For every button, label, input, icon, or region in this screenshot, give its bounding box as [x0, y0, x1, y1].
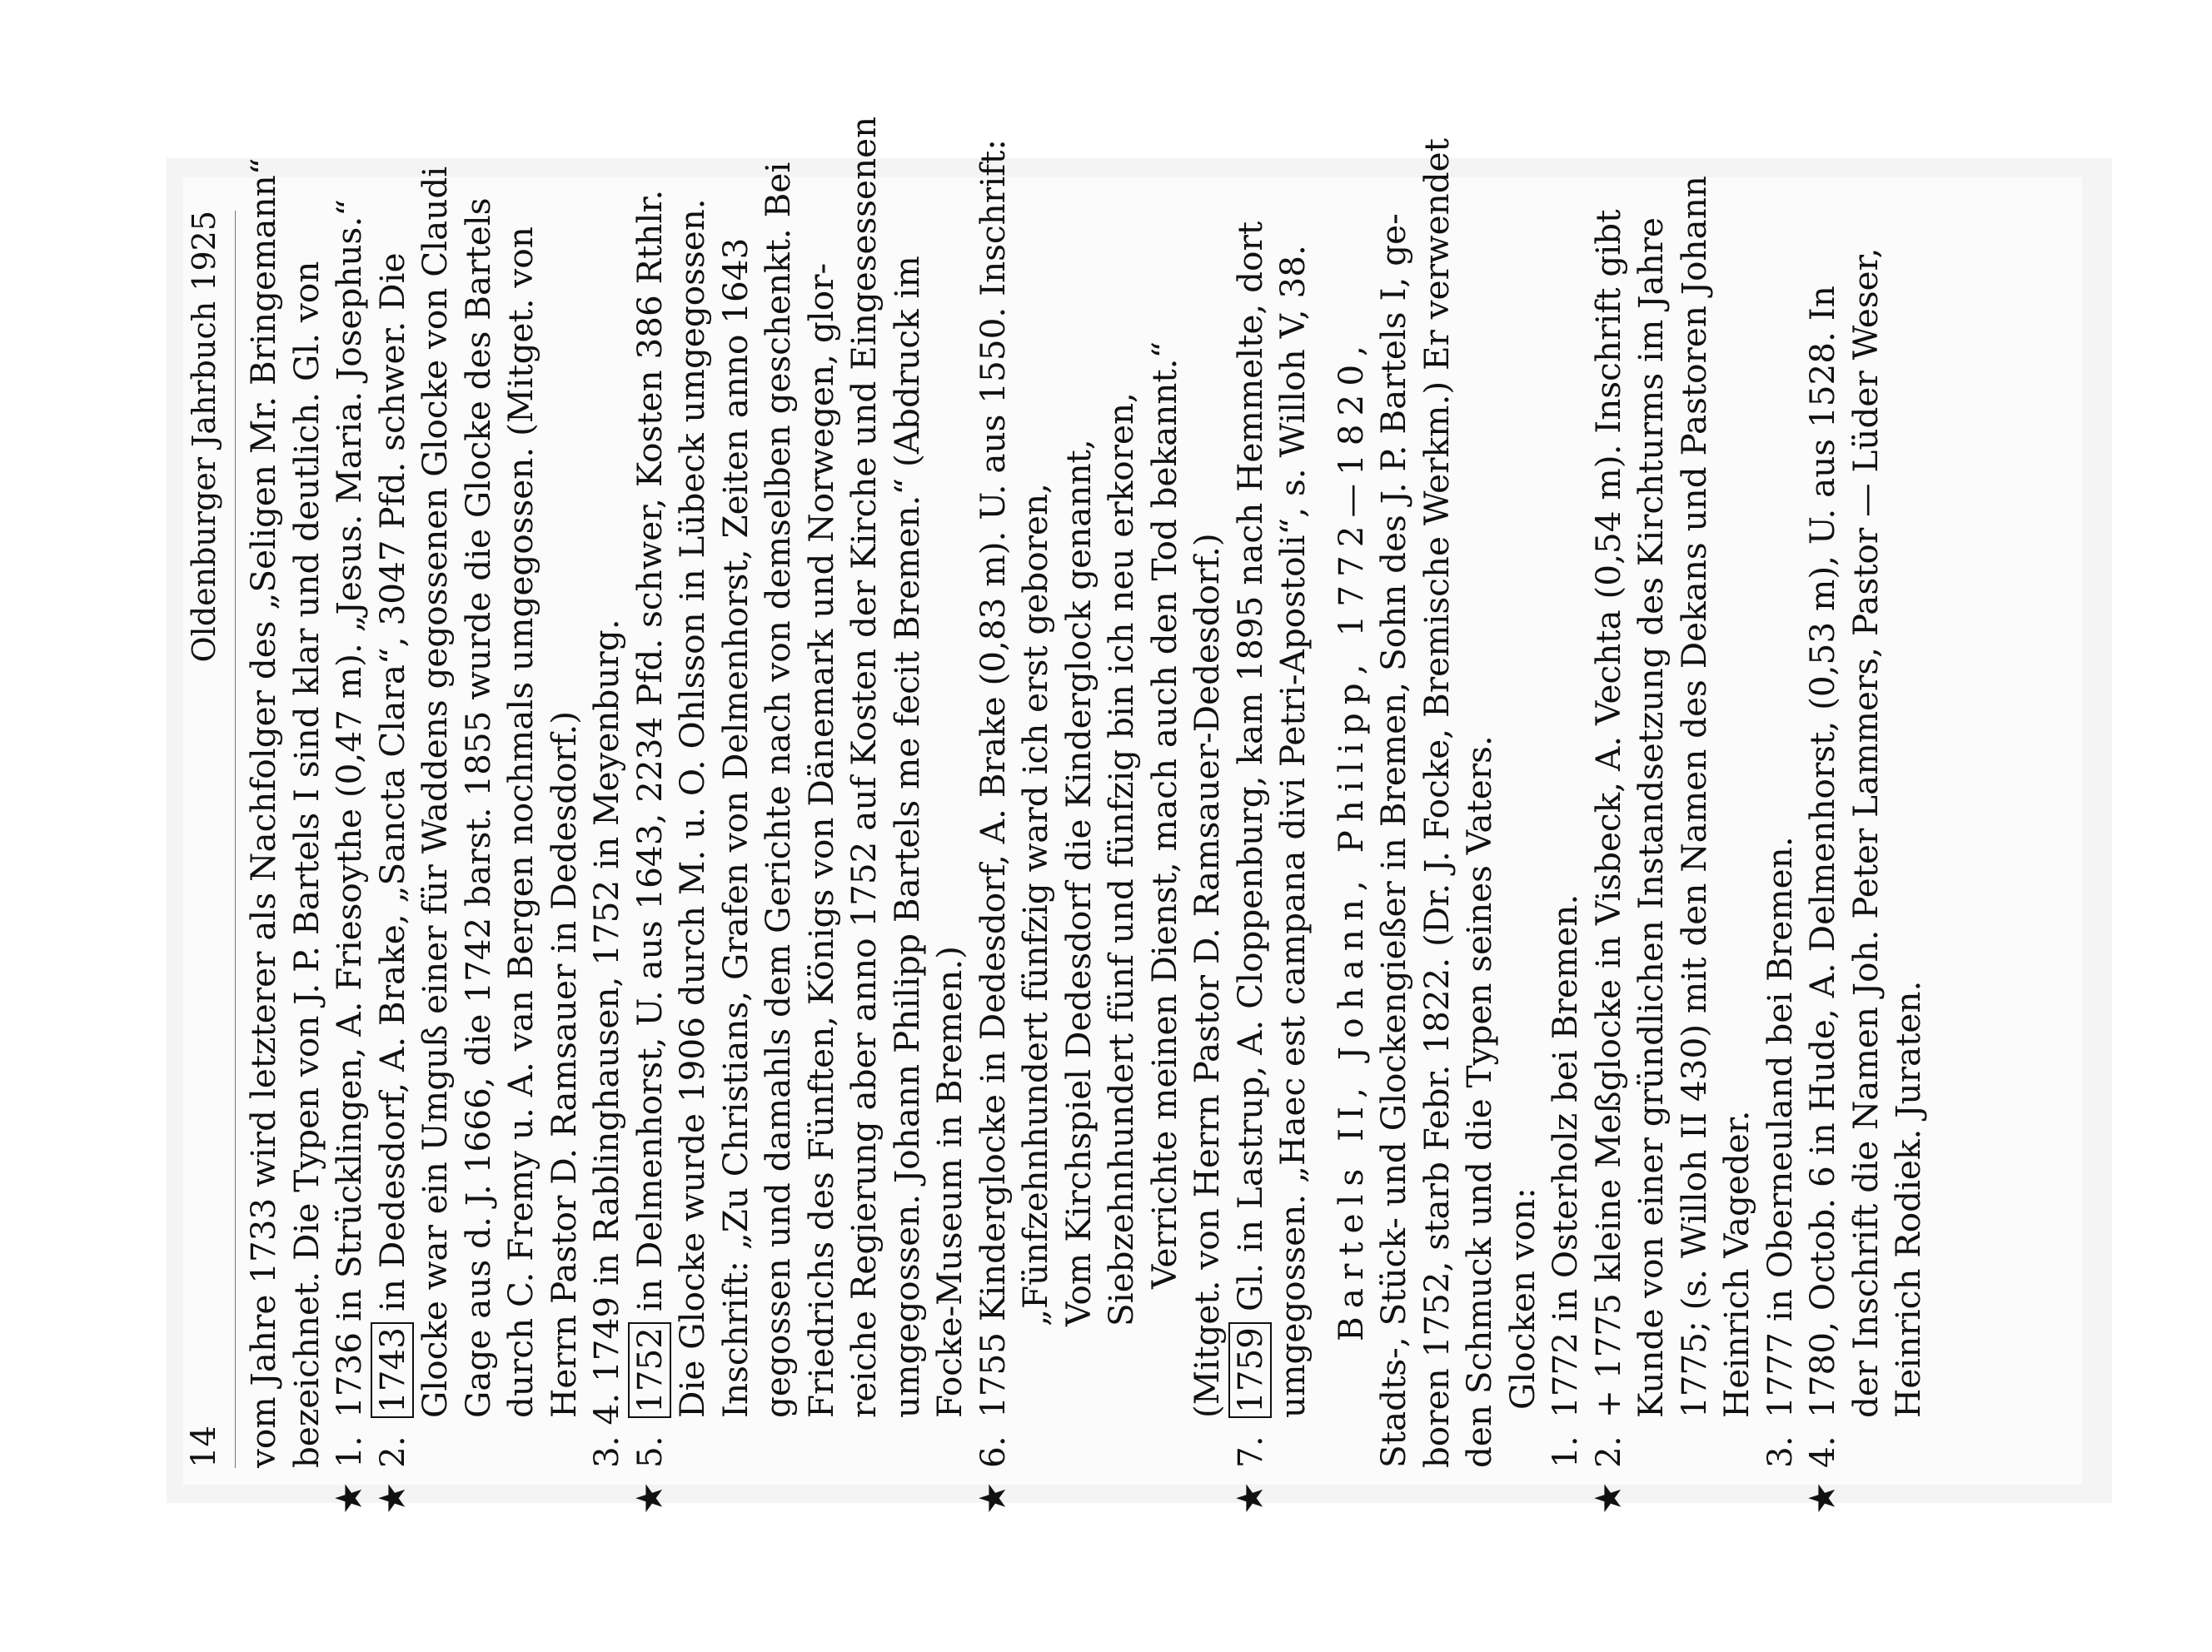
entry-number: 6.	[972, 1436, 1013, 1468]
intro-line: bezeichnet. Die Typen von J. P. Bartels I sind klar und deutlich. Gl. von	[286, 261, 326, 1468]
sub-heading: Glocken von:	[1502, 1187, 1542, 1410]
entry-number: 1.	[329, 1436, 369, 1468]
entry-line: Inschrift: „Zu Christians, Grafen von Delmenhorst, Zeiten anno 1643	[715, 237, 755, 1418]
star-icon: ★	[1801, 1481, 1844, 1515]
entry-text: 1780, Octob. 6 in Hude, A. Delmenhorst, (0,53 m), U. aus 1528. In	[1802, 286, 1842, 1418]
entry-line: Gage aus d. J. 1666, die 1742 barst. 1855 wurde die Glocke des Bartels	[457, 197, 498, 1418]
entry-note: (Mitget. von Herrn Pastor D. Ramsauer-Dedesdorf.)	[1187, 533, 1227, 1418]
boxed-year: 1743	[371, 1322, 414, 1418]
bell-entry-1	[328, 199, 371, 1515]
entry-text: in Delmenhorst, U. aus 1643, 2234 Pfd. schwer, Kosten 386 Rthlr.	[629, 189, 670, 1312]
bio-line: Stadts-, Stück- und Glockengießer in Bremen, Sohn des J. P. Bartels I, ge-	[1373, 213, 1413, 1468]
entry-line: der Inschrift die Namen Joh. Peter Lammers, Pastor — Lüder Weser,	[1845, 247, 1886, 1418]
verse-line: Verrichte meinen Dienst, mach auch den Tod bekannt.“	[1143, 341, 1184, 1289]
rotated-book-page	[183, 116, 2082, 1515]
verse-line: Vom Kirchspiel Dedesdorf die Kinderglock genannt,	[1058, 439, 1099, 1326]
entry-line: umgegossen. „Haec est campana divi Petri-Apostoli“, s. Willoh V, 38.	[1273, 245, 1313, 1418]
entry-number: 7.	[1229, 1436, 1270, 1468]
bell-entry-6	[971, 139, 1229, 1515]
entry-number: 2.	[371, 1436, 412, 1468]
entry-text: 1736 in Strücklingen, A. Friesoythe (0,47 m). „Jesus. Maria. Josephus.“	[329, 199, 369, 1418]
verse-line: „Fünfzehnhundert fünfzig ward ich erst geboren,	[1015, 483, 1055, 1326]
entry-line: reiche Regierung aber anno 1752 auf Kosten der Kirche und Eingesessenen	[844, 116, 884, 1418]
entry-text: 1772 in Osterholz bei Bremen.	[1545, 893, 1585, 1418]
bell-entry-g3	[1759, 211, 1802, 1468]
entry-line: Focke-Museum in Bremen.)	[929, 946, 969, 1418]
entry-number: 1.	[1545, 1436, 1585, 1468]
entry-line: Heinrich Vageder.	[1716, 1110, 1756, 1418]
star-icon: ★	[328, 1481, 371, 1515]
entry-text: in Dedesdorf, A. Brake, „Sancta Clara“, 3047 Pfd. schwer. Die	[371, 252, 412, 1312]
entry-number: 4.	[1802, 1436, 1842, 1468]
entry-line: gegossen und damahls dem Gerichte nach von demselben geschenkt. Bei	[758, 162, 798, 1418]
entry-number: 5.	[629, 1436, 670, 1468]
entry-line: Heinrich Rodiek. Juraten.	[1888, 980, 1928, 1418]
entry-line: Die Glocke wurde 1906 durch M. u. O. Ohlsson in Lübeck umgegossen.	[672, 198, 712, 1418]
entry-text: 1749 in Rablinghausen, 1752 in Meyenburg.	[586, 619, 626, 1382]
star-icon: ★	[1587, 1481, 1630, 1515]
star-icon: ★	[971, 1481, 1014, 1515]
entry-text: 1755 Kinderglocke in Dedesdorf, A. Brake (0,83 m). U. aus 1550. Inschrift:	[972, 139, 1013, 1418]
bell-entry-g2	[1587, 176, 1759, 1515]
intro-line: vom Jahre 1733 wird letzterer als Nachfolger des „Seligen Mr. Bringemann“	[243, 157, 283, 1468]
entry-text: 1777 in Oberneuland bei Bremen.	[1759, 836, 1800, 1418]
entry-number: 2.	[1587, 1436, 1628, 1468]
entry-line: Friedrichs des Fünften, Königs von Dänemark und Norwegen, glor-	[800, 262, 841, 1418]
running-title: Oldenburger Jahrbuch 1925	[186, 211, 222, 663]
entry-line: Kunde von einer gründlichen Instandsetzung des Kirchturms im Jahre	[1631, 216, 1671, 1418]
bell-entry-2	[371, 166, 586, 1515]
entry-line: Herrn Pastor D. Ramsauer in Dedesdorf.)	[543, 710, 584, 1418]
entry-line: umgegossen. Johann Philipp Bartels me fecit Bremen.“ (Abdruck im	[886, 256, 927, 1418]
entry-line: durch C. Fremy u. A. van Bergen nochmals umgegossen. (Mitget. von	[501, 226, 541, 1418]
entry-line: 1775; (s. Willoh II 430) mit den Namen des Dekans und Pastoren Johann	[1673, 176, 1714, 1418]
entry-text: Gl. in Lastrup, A. Cloppenburg, kam 1895 nach Hemmelte, dort	[1229, 221, 1270, 1312]
bell-entry-g4	[1801, 211, 1931, 1515]
section-heading: Bartels II, Johann, Philipp, 1772—1820,	[1330, 337, 1371, 1341]
page-header	[183, 211, 236, 1468]
boxed-year: 1759	[1228, 1322, 1272, 1418]
bio-line: den Schmuck und die Typen seines Vaters.	[1459, 735, 1499, 1468]
bell-entry-g1	[1544, 211, 1587, 1468]
star-icon: ★	[628, 1481, 671, 1515]
entry-text: + 1775 kleine Meßglocke in Visbeck, A. Vechta (0,54 m). Inschrift gibt	[1587, 209, 1628, 1418]
entry-number: 3.	[1759, 1436, 1800, 1468]
bio-line: boren 1752, starb Febr. 1822. (Dr. J. Focke, Bremische Werkm.) Er verwendet	[1416, 138, 1457, 1468]
star-icon: ★	[371, 1481, 414, 1515]
page-number: 14	[185, 1426, 223, 1468]
bell-entry-7	[1228, 211, 1315, 1515]
star-icon: ★	[1228, 1481, 1272, 1515]
bell-entry-3-4	[585, 211, 629, 1468]
entry-line: Glocke war ein Umguß einer für Waddens gegossenen Glocke von Claudi	[415, 166, 455, 1418]
boxed-year: 1752	[628, 1322, 671, 1418]
bell-entry-5	[628, 116, 972, 1515]
entry-number: 3. 4.	[586, 1392, 626, 1468]
verse-line: Siebzehnhundert fünf und fünfzig bin ich neu erkoren,	[1101, 392, 1141, 1326]
